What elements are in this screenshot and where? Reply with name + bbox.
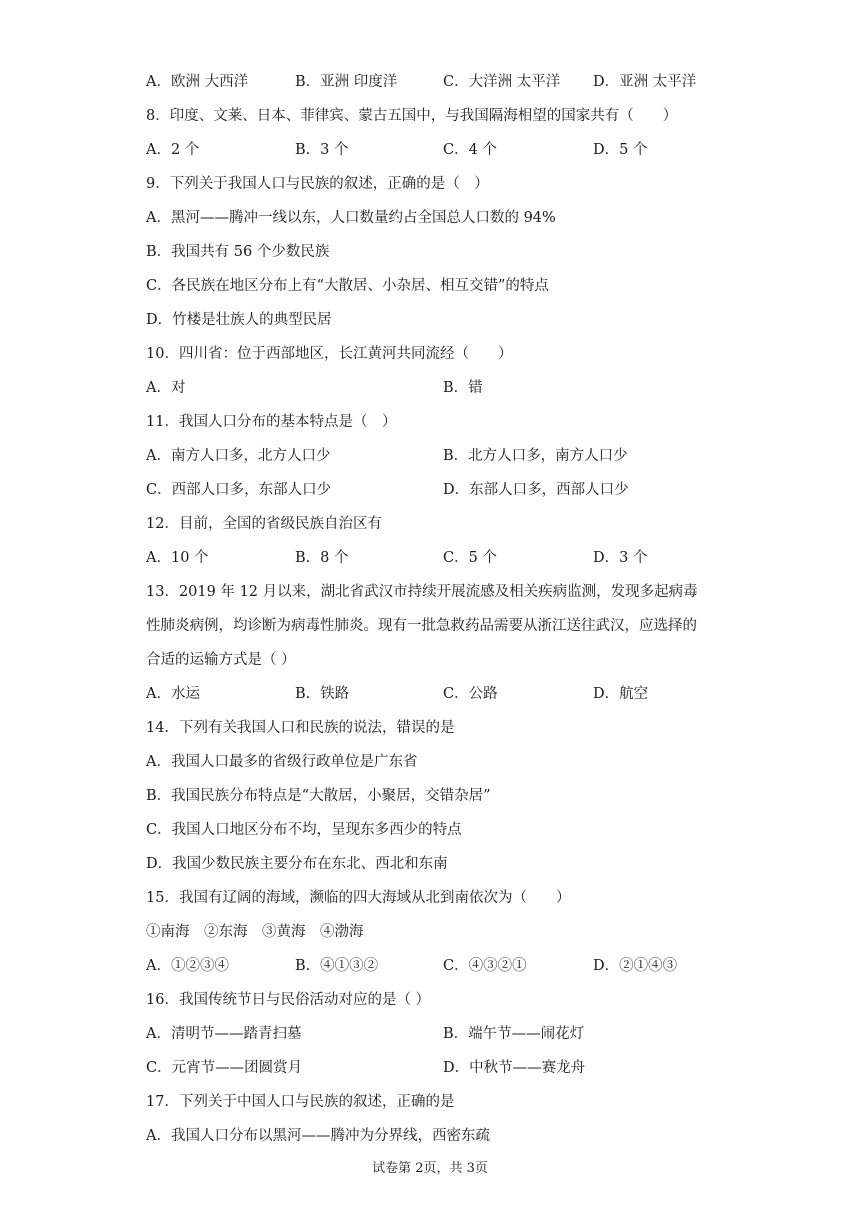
q8-option-b[interactable]: B．3 个 — [295, 142, 349, 158]
q11-option-d[interactable]: D．东部人口多，西部人口少 — [443, 482, 629, 498]
q16-stem: 16．我国传统节日与民俗活动对应的是（ ） — [146, 992, 431, 1008]
q10-option-a[interactable]: A．对 — [146, 380, 186, 396]
q10-option-b[interactable]: B．错 — [443, 380, 483, 396]
q16-option-a[interactable]: A．清明节——踏青扫墓 — [146, 1026, 302, 1042]
q15-option-a[interactable]: A．①②③④ — [146, 958, 229, 974]
q12-option-b[interactable]: B．8 个 — [295, 550, 349, 566]
q14-option-d[interactable]: D．我国少数民族主要分布在东北、西北和东南 — [146, 856, 448, 872]
q11-option-b[interactable]: B．北方人口多，南方人口少 — [443, 448, 628, 464]
q15-option-d[interactable]: D．②①④③ — [593, 958, 678, 974]
q9-option-d[interactable]: D．竹楼是壮族人的典型民居 — [146, 312, 332, 328]
page-footer: 试卷第 2页，共 3页 — [372, 1161, 488, 1176]
q15-stem: 15．我国有辽阔的海域，濒临的四大海域从北到南依次为（ ） — [146, 890, 571, 906]
q12-option-a[interactable]: A．10 个 — [146, 550, 209, 566]
q13-stem-line-2: 性肺炎病例，均诊断为病毒性肺炎。现有一批急救药品需要从浙江送往武汉，应选择的 — [146, 618, 697, 634]
q9-option-c[interactable]: C．各民族在地区分布上有“大散居、小杂居、相互交错”的特点 — [146, 278, 549, 294]
q8-option-a[interactable]: A．2 个 — [146, 142, 200, 158]
q7-option-a[interactable]: A．欧洲 大西洋 — [146, 74, 249, 90]
q13-option-b[interactable]: B．铁路 — [295, 686, 350, 702]
q12-option-c[interactable]: C．5 个 — [443, 550, 497, 566]
q9-stem: 9．下列关于我国人口与民族的叙述，正确的是（ ） — [146, 176, 489, 192]
q13-option-a[interactable]: A．水运 — [146, 686, 200, 702]
q11-option-c[interactable]: C．西部人口多，东部人口少 — [146, 482, 332, 498]
q8-stem: 8．印度、文莱、日本、菲律宾、蒙古五国中，与我国隔海相望的国家共有（ ） — [146, 108, 678, 124]
q13-option-c[interactable]: C．公路 — [443, 686, 498, 702]
q12-stem: 12．目前，全国的省级民族自治区有 — [146, 516, 382, 532]
q15-option-c[interactable]: C．④③②① — [443, 958, 527, 974]
q10-stem: 10．四川省：位于西部地区，长江黄河共同流经（ ） — [146, 346, 513, 362]
q9-option-a[interactable]: A．黑河——腾冲一线以东，人口数量约占全国总人口数的 94% — [146, 210, 556, 226]
q17-option-a[interactable]: A．我国人口分布以黑河——腾冲为分界线，西密东疏 — [146, 1128, 490, 1144]
q12-option-d[interactable]: D．3 个 — [593, 550, 648, 566]
q14-stem: 14．下列有关我国人口和民族的说法，错误的是 — [146, 720, 455, 736]
q14-option-c[interactable]: C．我国人口地区分布不均，呈现东多西少的特点 — [146, 822, 462, 838]
q8-option-c[interactable]: C．4 个 — [443, 142, 497, 158]
q15-items: ①南海 ②东海 ③黄海 ④渤海 — [146, 924, 364, 940]
q16-option-d[interactable]: D．中秋节——赛龙舟 — [443, 1060, 586, 1076]
q7-option-b[interactable]: B．亚洲 印度洋 — [295, 74, 398, 90]
q11-option-a[interactable]: A．南方人口多，北方人口少 — [146, 448, 331, 464]
q16-option-c[interactable]: C．元宵节——团圆赏月 — [146, 1060, 303, 1076]
q13-stem-line-1: 13．2019 年 12 月以来，湖北省武汉市持续开展流感及相关疾病监测，发现多起病毒 — [146, 584, 698, 600]
q15-option-b[interactable]: B．④①③② — [295, 958, 379, 974]
q17-stem: 17．下列关于中国人口与民族的叙述，正确的是 — [146, 1094, 455, 1110]
q13-option-d[interactable]: D．航空 — [593, 686, 649, 702]
q7-option-d[interactable]: D．亚洲 太平洋 — [593, 74, 697, 90]
q14-option-a[interactable]: A．我国人口最多的省级行政单位是广东省 — [146, 754, 418, 770]
q7-option-c[interactable]: C．大洋洲 太平洋 — [443, 74, 561, 90]
q16-option-b[interactable]: B．端午节——闹花灯 — [443, 1026, 585, 1042]
q11-stem: 11．我国人口分布的基本特点是（ ） — [146, 414, 397, 430]
q14-option-b[interactable]: B．我国民族分布特点是“大散居，小聚居，交错杂居” — [146, 788, 491, 804]
q8-option-d[interactable]: D．5 个 — [593, 142, 648, 158]
q9-option-b[interactable]: B．我国共有 56 个少数民族 — [146, 244, 330, 260]
q13-stem-line-3: 合适的运输方式是（ ） — [146, 652, 296, 668]
